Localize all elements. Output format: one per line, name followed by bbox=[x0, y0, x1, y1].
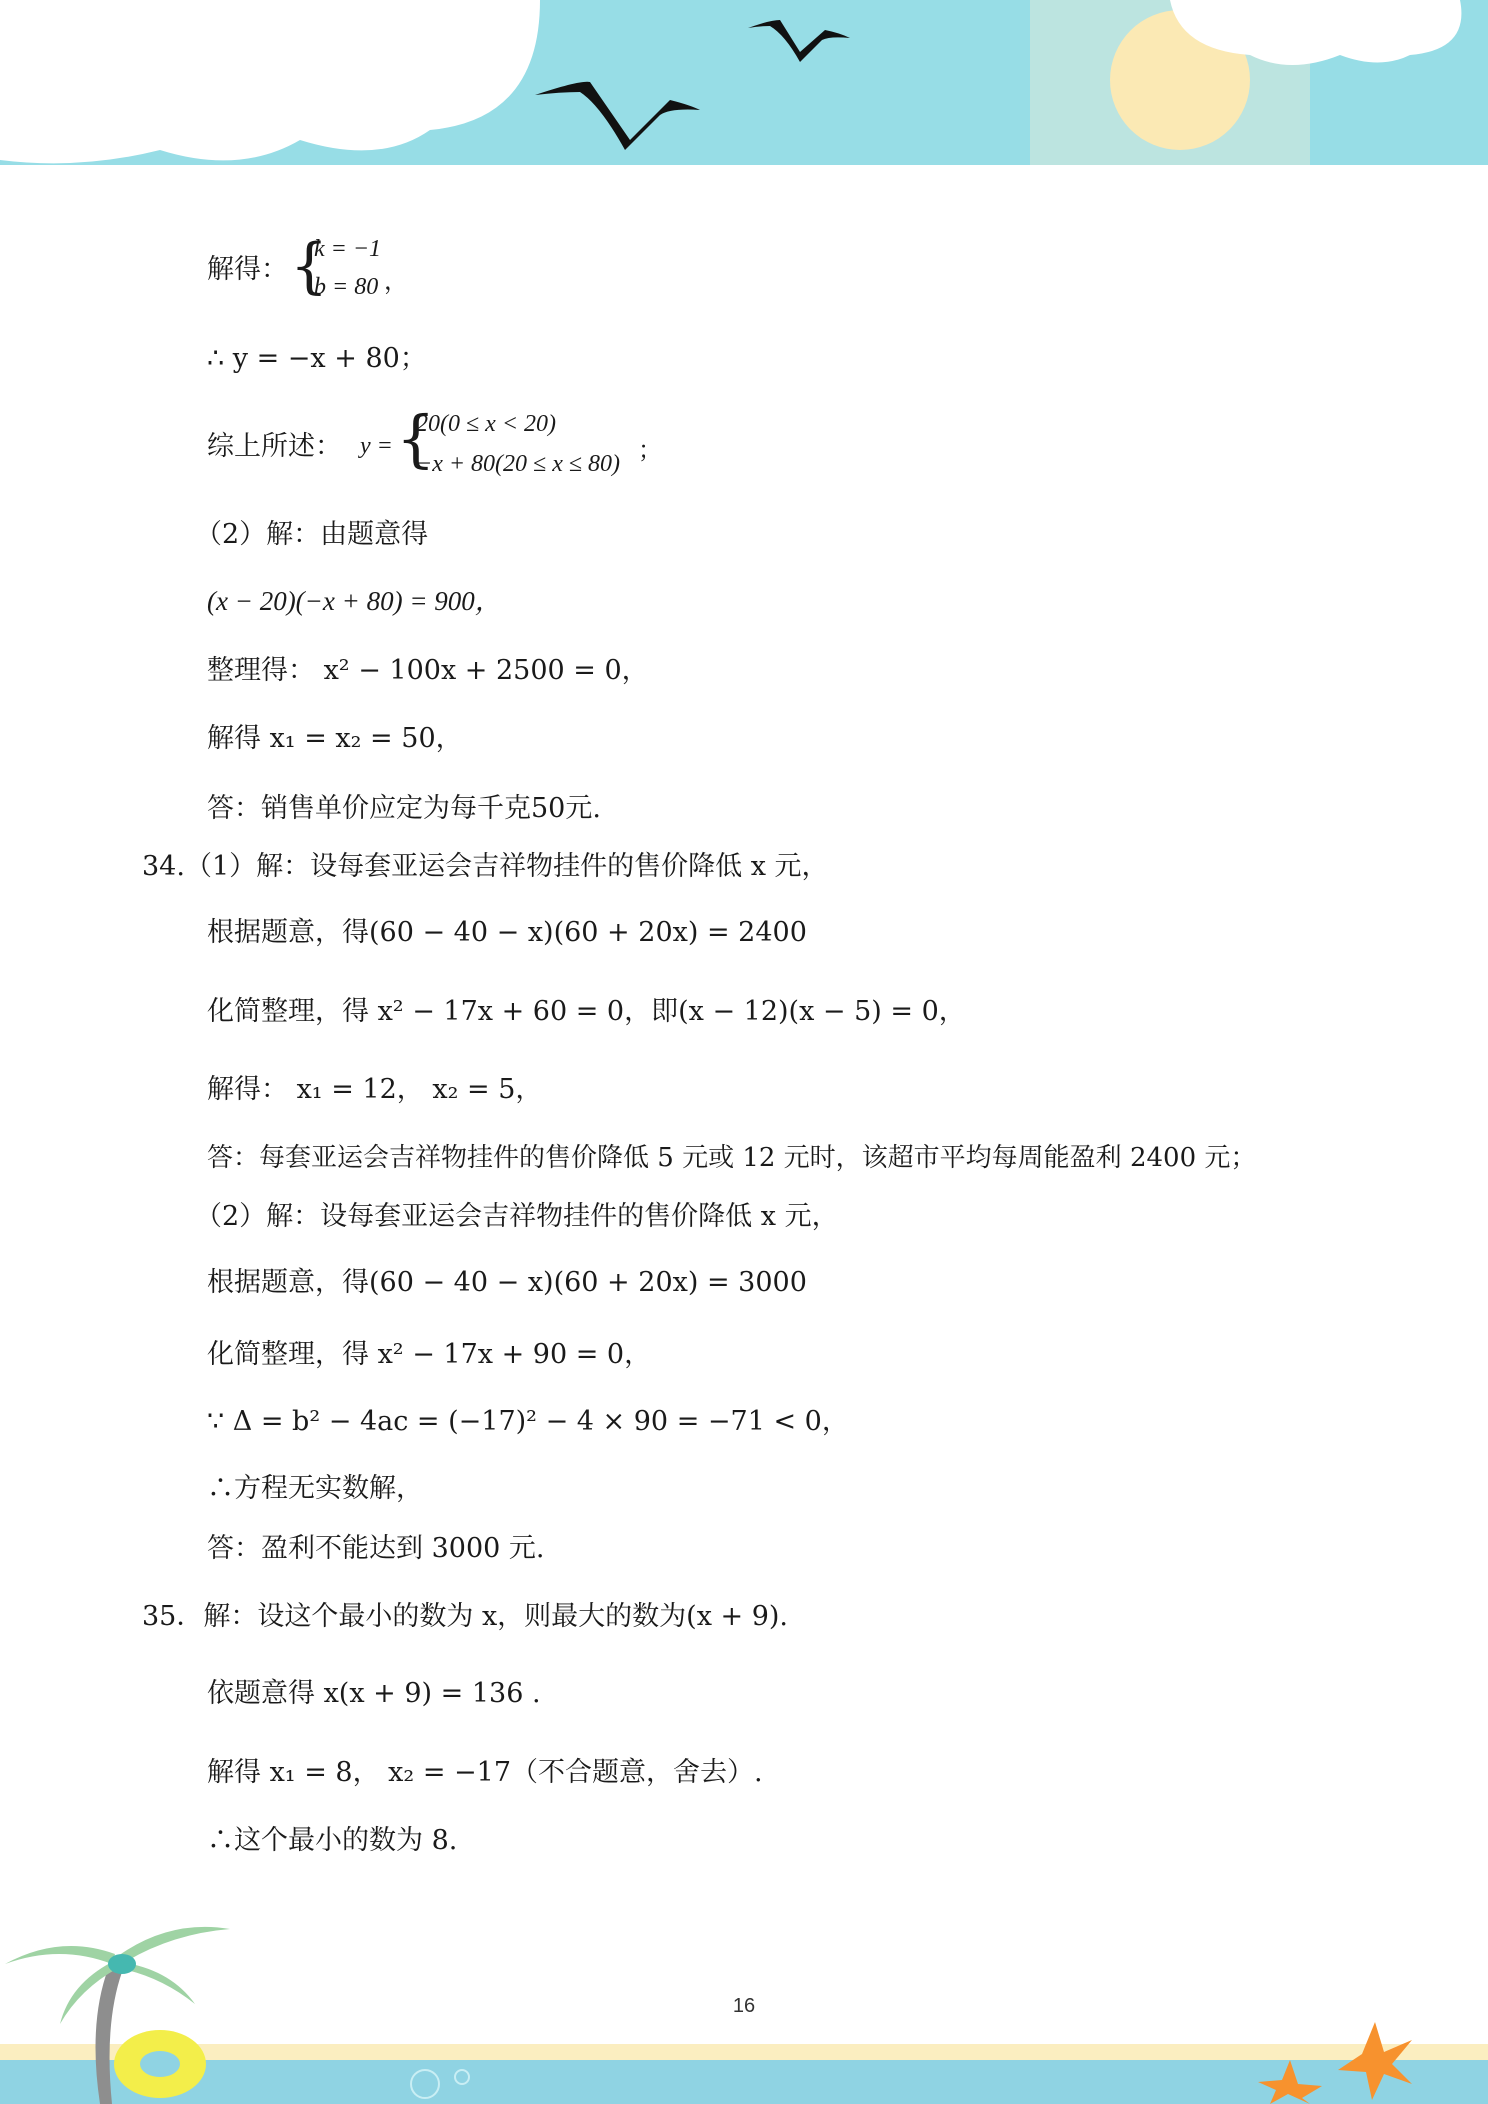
footer-decoration bbox=[0, 1914, 1488, 2104]
conclusion-line: ∴方程无实数解， bbox=[207, 1473, 423, 1504]
equation-line: (x − 20)(−x + 80) = 900， bbox=[207, 586, 502, 616]
conclusion-line: ∴这个最小的数为 8. bbox=[207, 1825, 458, 1856]
equation-line: 化简整理，得 x² − 17x + 60 = 0，即(x − 12)(x − 5) = 0， bbox=[207, 996, 966, 1027]
answer-line: 答：销售单价应定为每千克50元. bbox=[207, 793, 601, 824]
equation-line: 依题意得 x(x + 9) = 136 . bbox=[207, 1678, 541, 1709]
sand-strip bbox=[0, 2044, 1488, 2060]
solution-label: 解得： bbox=[207, 254, 288, 285]
equation-line: 解得 x₁ = 8， x₂ = −17（不合题意，舍去）. bbox=[207, 1757, 763, 1788]
equation-line: 解得： x₁ = 12， x₂ = 5， bbox=[207, 1074, 543, 1105]
function-name: y = bbox=[360, 433, 393, 459]
summary-label: 综上所述： bbox=[207, 431, 342, 462]
punctuation: ， bbox=[384, 267, 408, 295]
piece-case: −x + 80(20 ≤ x ≤ 80) bbox=[416, 451, 621, 477]
brace-symbol: { bbox=[290, 231, 329, 301]
equation-line: 根据题意，得(60 − 40 − x)(60 + 20x) = 3000 bbox=[207, 1267, 807, 1298]
problem-heading: 34.（1）解：设每套亚运会吉祥物挂件的售价降低 x 元， bbox=[142, 851, 829, 882]
punctuation: ； bbox=[638, 436, 662, 464]
page-number: 16 bbox=[732, 1995, 756, 2017]
equation-line: 根据题意，得(60 − 40 − x)(60 + 20x) = 2400 bbox=[207, 917, 807, 948]
coconut-icon bbox=[108, 1954, 136, 1974]
equation-line: ∵ Δ = b² − 4ac = (−17)² − 4 × 90 = −71 < 0， bbox=[207, 1406, 849, 1437]
equation-line: ∴ y = −x + 80； bbox=[207, 343, 427, 374]
equation-line: 整理得： x² − 100x + 2500 = 0， bbox=[207, 655, 649, 686]
equation-case: k = −1 bbox=[314, 236, 382, 262]
equation-case: b = 80 bbox=[314, 274, 379, 300]
answer-line: 答：每套亚运会吉祥物挂件的售价降低 5 元或 12 元时，该超市平均每周能盈利 2400 元； bbox=[207, 1143, 1257, 1173]
swim-ring-hole bbox=[140, 2051, 180, 2077]
equation-line: 化简整理，得 x² − 17x + 90 = 0， bbox=[207, 1339, 652, 1370]
equation-line: 解得 x₁ = x₂ = 50， bbox=[207, 723, 463, 754]
answer-line: 答：盈利不能达到 3000 元. bbox=[207, 1533, 545, 1564]
piece-case: 20(0 ≤ x < 20) bbox=[416, 411, 557, 437]
palm-leaf bbox=[5, 1946, 115, 1964]
brace-symbol: { bbox=[396, 402, 436, 475]
part-heading: （2）解：由题意得 bbox=[195, 519, 429, 550]
part-heading: （2）解：设每套亚运会吉祥物挂件的售价降低 x 元， bbox=[195, 1201, 839, 1232]
problem-heading: 35．解：设这个最小的数为 x，则最大的数为(x + 9). bbox=[142, 1601, 789, 1632]
palm-leaf bbox=[118, 1927, 230, 1964]
